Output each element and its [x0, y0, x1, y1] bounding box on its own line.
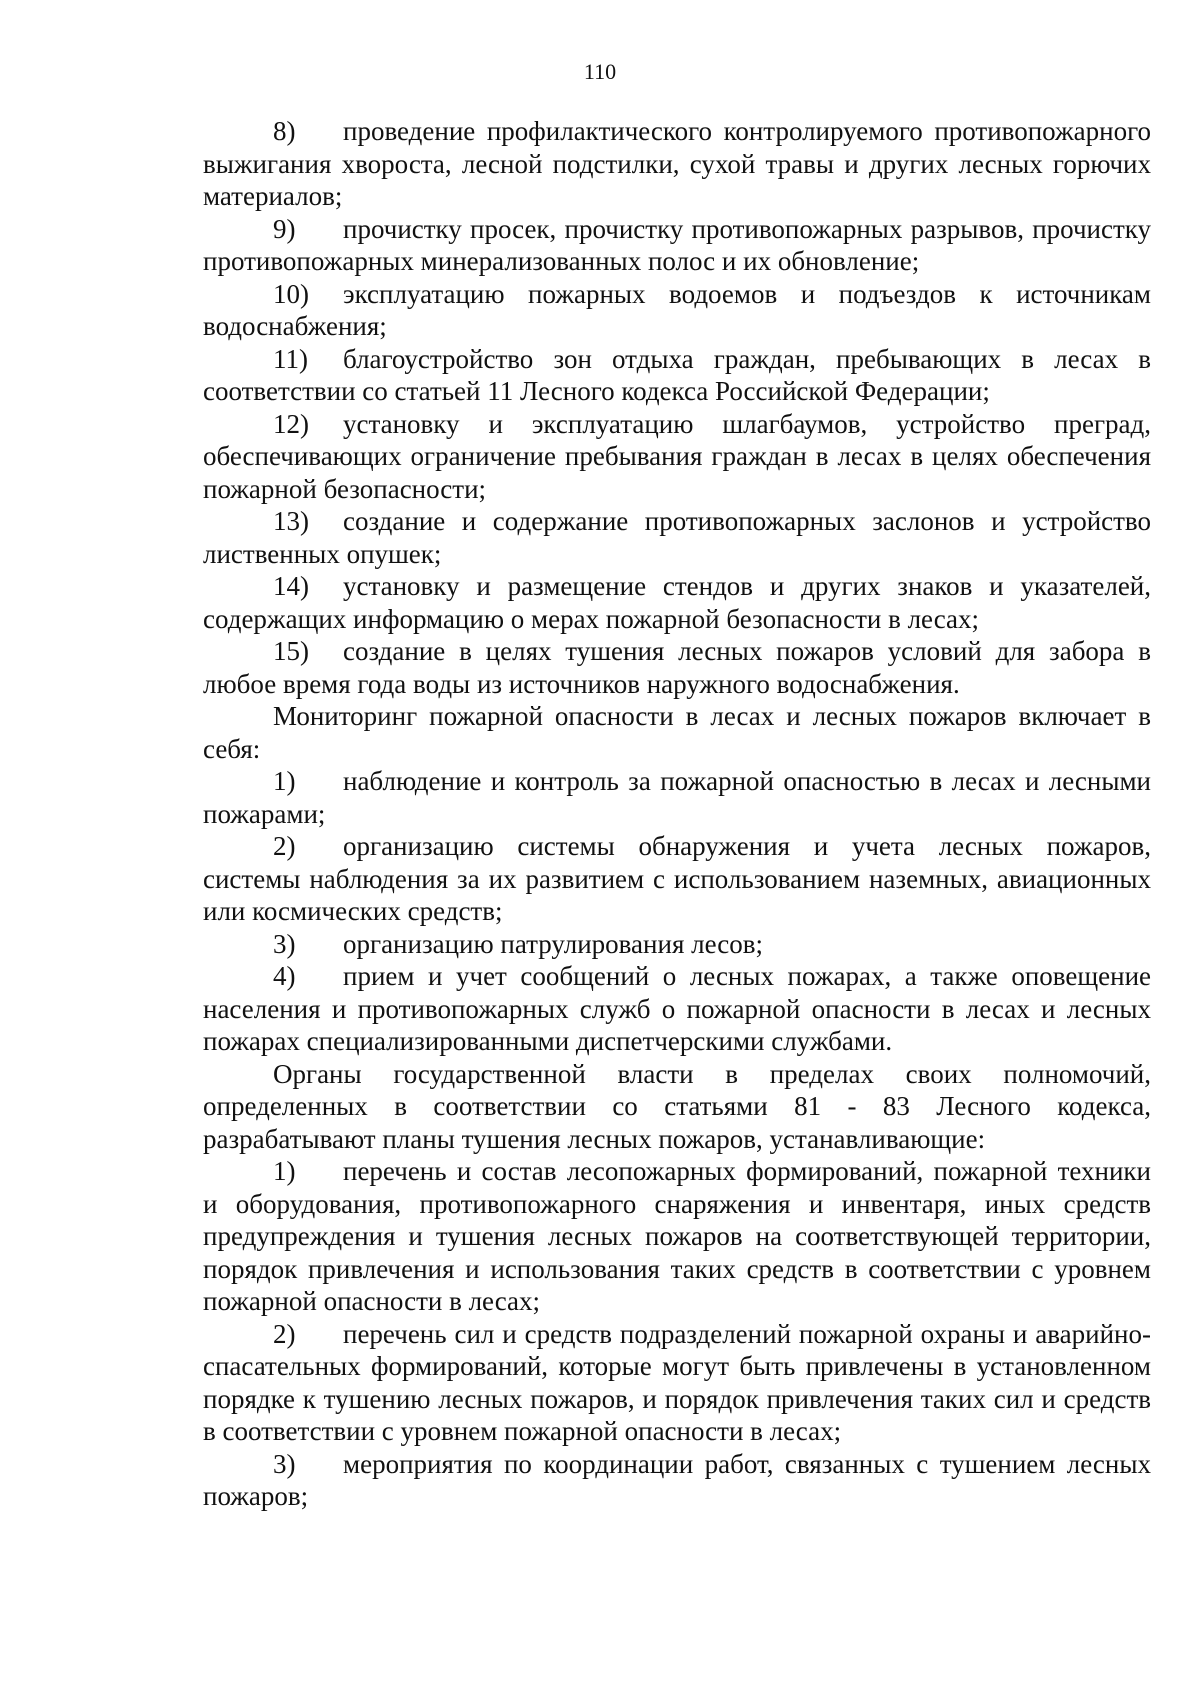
- list-item-number: 4): [273, 961, 296, 991]
- list-item-number: 1): [273, 1156, 296, 1186]
- list-item: [203, 278, 1151, 343]
- document-body: [203, 115, 1151, 1513]
- paragraph-text: перечень и состав лесопожарных формирований, пожарной техники и оборудования, противопожарного снаряжения и инвентаря, иных средств предупреждения и тушения лесных пожаров на соответствующей территории, порядок привлечения и использования таких средств в соответствии с уровнем пожарной опасности в лесах;: [203, 1156, 1151, 1316]
- list-item: [203, 213, 1151, 278]
- list-item-number: 15): [273, 636, 309, 666]
- list-item: [203, 1155, 1151, 1318]
- paragraph-text: организацию патрулирования лесов;: [343, 928, 763, 959]
- page-number: 110: [583, 59, 617, 84]
- list-item: [203, 1448, 1151, 1513]
- list-item: [203, 960, 1151, 1058]
- paragraph-text: наблюдение и контроль за пожарной опасностью в лесах и лесными пожарами;: [203, 766, 1151, 829]
- paragraph-text: мероприятия по координации работ, связанных с тушением лесных пожаров;: [203, 1448, 1151, 1511]
- list-item: [203, 505, 1151, 570]
- list-item-number: 12): [273, 408, 309, 439]
- list-item: [203, 830, 1151, 928]
- list-item-number: 2): [273, 831, 296, 861]
- paragraph-text: прочистку просек, прочистку противопожарных разрывов, прочистку противопожарных минерализованных полос и их обновление;: [203, 213, 1151, 276]
- list-item: [203, 115, 1151, 213]
- paragraph-text: эксплуатацию пожарных водоемов и подъездов к источникам водоснабжения;: [203, 278, 1151, 341]
- list-item-number: 11): [273, 343, 308, 374]
- list-item: [203, 1318, 1151, 1448]
- list-item-number: 1): [273, 766, 296, 796]
- list-item-number: 3): [273, 928, 296, 959]
- list-item-number: 10): [273, 278, 309, 309]
- list-item-number: 14): [273, 571, 309, 601]
- paragraph-text: создание и содержание противопожарных заслонов и устройство лиственных опушек;: [203, 506, 1151, 569]
- list-item: [203, 408, 1151, 506]
- paragraph-text: проведение профилактического контролируемого противопожарного выжигания хвороста, лесной подстилки, сухой травы и других лесных горючих материалов;: [203, 116, 1151, 211]
- list-item-number: 2): [273, 1318, 296, 1349]
- list-item: [203, 343, 1151, 408]
- paragraph-text: прием и учет сообщений о лесных пожарах, а также оповещение населения и противопожарных служб о пожарной опасности в лесах и лесных пожарах специализированными диспетчерскими службами.: [203, 961, 1151, 1056]
- list-item: [203, 928, 1151, 961]
- paragraph-text: создание в целях тушения лесных пожаров условий для забора в любое время года воды из источников наружного водоснабжения.: [203, 636, 1151, 699]
- list-item-number: 3): [273, 1448, 296, 1479]
- paragraph: [203, 1058, 1151, 1156]
- paragraph-text: перечень сил и средств подразделений пожарной охраны и аварийно-спасательных формирований, которые могут быть привлечены в установленном порядке к тушению лесных пожаров, и порядок привлечения таких сил и средств в соответствии с уровнем пожарной опасности в лесах;: [203, 1318, 1151, 1446]
- paragraph-text: благоустройство зон отдыха граждан, пребывающих в лесах в соответствии со статьей 11 Лесного кодекса Российской Федерации;: [203, 343, 1151, 406]
- list-item-number: 13): [273, 506, 309, 536]
- list-item-number: 8): [273, 116, 296, 146]
- paragraph-text: установку и размещение стендов и других знаков и указателей, содержащих информацию о мерах пожарной безопасности в лесах;: [203, 571, 1151, 634]
- list-item: [203, 570, 1151, 635]
- paragraph-text: установку и эксплуатацию шлагбаумов, устройство преград, обеспечивающих ограничение пребывания граждан в лесах в целях обеспечения пожарной безопасности;: [203, 408, 1151, 504]
- paragraph: [203, 700, 1151, 765]
- list-item: [203, 765, 1151, 830]
- list-item-number: 9): [273, 213, 296, 244]
- list-item: [203, 635, 1151, 700]
- paragraph-text: организацию системы обнаружения и учета лесных пожаров, системы наблюдения за их развитием с использованием наземных, авиационных или космических средств;: [203, 831, 1151, 926]
- paragraph-text: Органы государственной власти в пределах своих полномочий, определенных в соответствии со статьями 81 - 83 Лесного кодекса, разрабатывают планы тушения лесных пожаров, устанавливающие:: [203, 1058, 1151, 1154]
- paragraph-text: Мониторинг пожарной опасности в лесах и лесных пожаров включает в себя:: [203, 701, 1151, 764]
